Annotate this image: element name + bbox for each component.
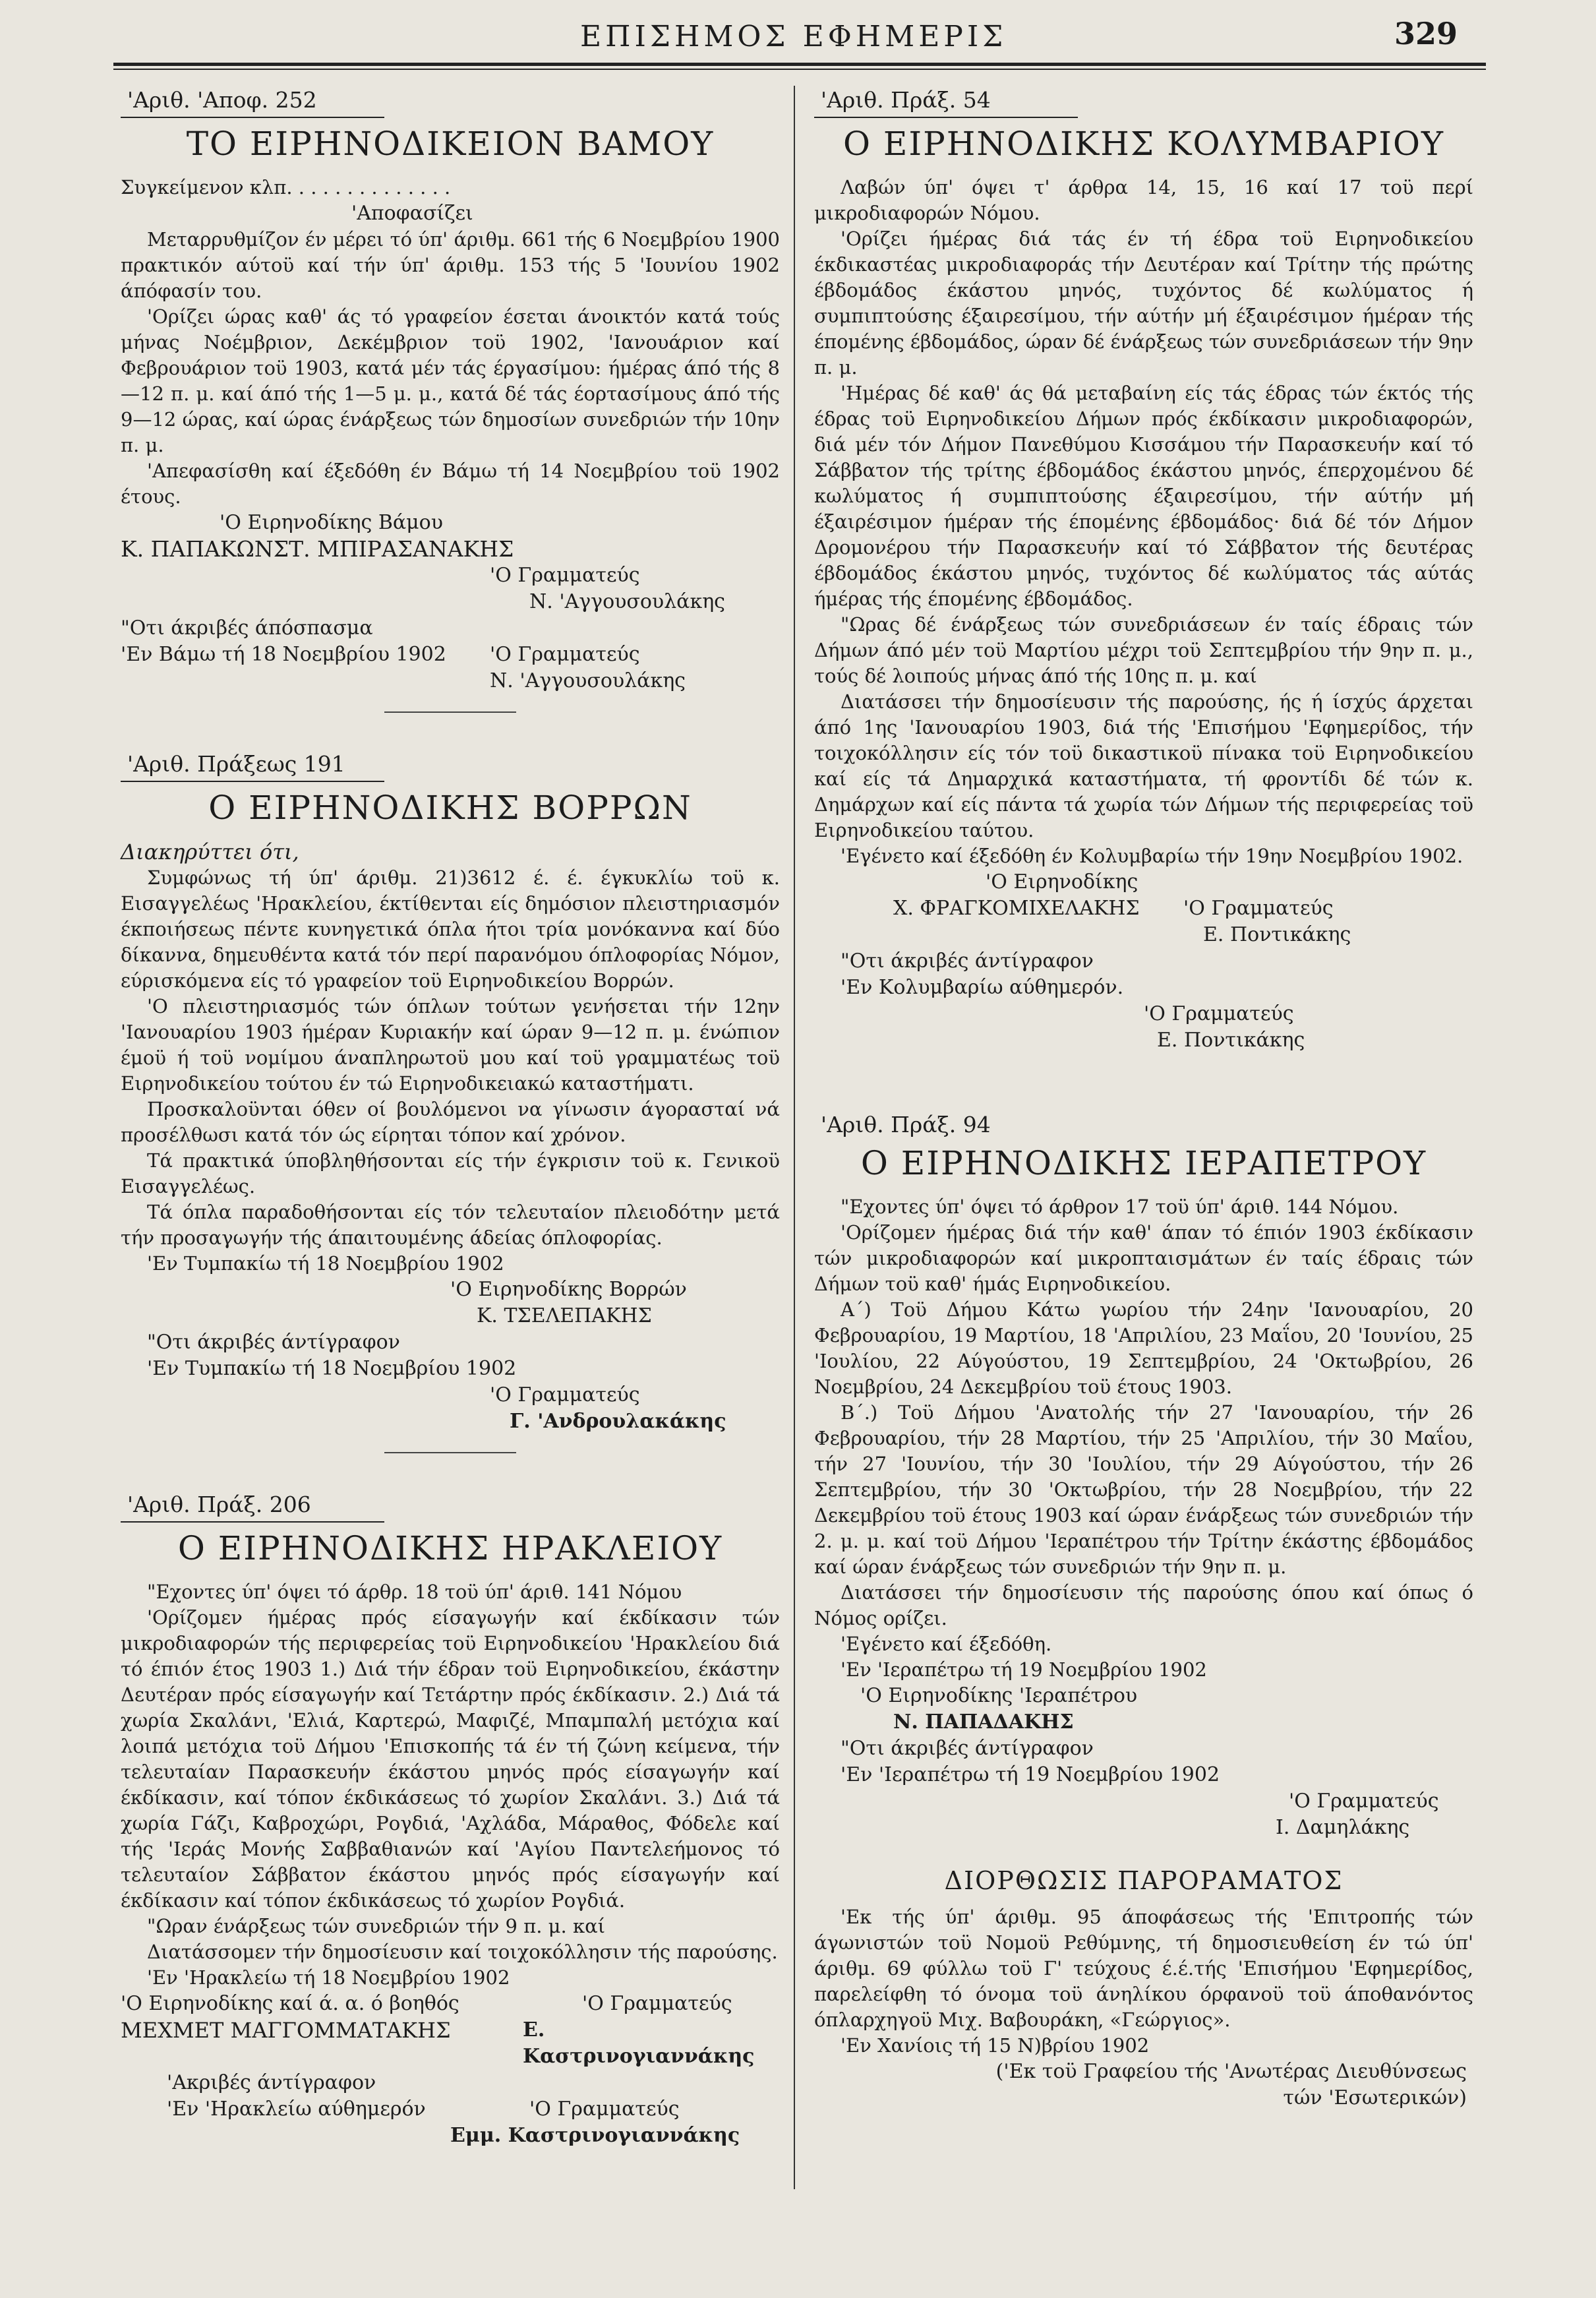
- place-date: 'Εν Χανίοις τή 15 Ν)βρίου 1902: [841, 2034, 1150, 2057]
- secretary-name: Ε. Ποντικάκης: [1203, 923, 1351, 946]
- notice-heading: ΤΟ ΕΙΡΗΝΟΔΙΚΕΙΟΝ ΒΑΜΟΥ: [186, 125, 715, 163]
- proclamation: Διακηρύττει ότι,: [121, 839, 299, 864]
- signatory-name: Κ. ΤΣΕΛΕΠΑΚΗΣ: [477, 1304, 652, 1327]
- secretary-name: Γ. 'Ανδρουλακάκης: [510, 1410, 726, 1433]
- signatory-title: 'Ο Ειρηνοδίκης Βάμου: [220, 511, 443, 534]
- ref-underline: [121, 1521, 384, 1523]
- ref-underline: [121, 781, 384, 782]
- place-date: 'Εγένετο καί έξεδόθη έν Κολυμβαρίω τήν 19ην Νοεμβρίου 1902.: [841, 845, 1463, 867]
- signatory-name: Χ. ΦΡΑΓΚΟΜΙΧΕΛΑΚΗΣ: [893, 897, 1140, 920]
- paragraph: 'Ορίζει ήμέρας διά τάς έν τή έδρα τοϋ Ειρηνοδικείου έκδικαστέας μικροδιαφοράς τήν Δευτέραν καί Τρίτην τής πρώτης έβδομάδος έκάστου μηνός, τυχόντος δέ κωλύματος ή συμπιπτούσης έξαιρεσίμου, τήν αύτήν μή έξαιρέσιμον ήμέραν τής έπομένης έβδομάδος, ώραν δέ ένάρξεως τών συνεδριάσεων τήν 9ην π. μ.: [814, 227, 1473, 378]
- paragraph: "Ωραν ένάρξεως τών συνεδριών τήν 9 π. μ. καί: [147, 1915, 606, 1937]
- notice-ref: 'Αριθ. Πράξεως 191: [127, 751, 345, 777]
- paragraph: Συγκείμενον κλπ. . . . . . . . . . . . . .: [121, 176, 451, 198]
- secretary-title: 'Ο Γραμματεύς: [490, 564, 640, 587]
- paragraph: 'Εγένετο καί έξεδόθη.: [841, 1633, 1052, 1655]
- notice-kolymvariou: [814, 87, 1473, 1073]
- secretary-name: Ν. 'Αγγουσουλάκης: [529, 590, 725, 613]
- notice-heading: Ο ΕΙΡΗΝΟΔΙΚΗΣ ΒΟΡΡΩΝ: [208, 789, 692, 827]
- signatory-title: 'Ο Ειρηνοδίκης: [986, 870, 1138, 893]
- paragraph: 'Ορίζομεν ήμέρας πρός είσαγωγήν καί έκδίκασιν τών μικροδιαφορών τής περιφερείας τοϋ Ειρηνοδικείου 'Ηρακλείου διά τό έπιόν έτος 1903 1.) Διά τήν έδραν τοϋ Ειρηνοδικείου, έκάστην Δευτέραν πρός είσαγωγήν καί Τετάρτην πρός έκδίκασιν. 2.) Διά τά χωρία Σκαλάνι, 'Ελιά, Καρτερώ, Μαφιζέ, Μπαμπαλή μετόχια καί λοιπά μετόχια τοϋ Δήμου 'Επισκοπής τά έν τή ζώνη κείμενα, τήν τελευταίαν Παρασκευήν έκάστου μηνός πρός είσαγωγήν καί έκδίκασιν, καί τόπον έκδικάσεως τό χωρίον Σκαλάνι. 3.) Διά τά χωρία Γάζι, Καβροχώρι, Ρογδιά, 'Αχλάδα, Μάραθος, Φόδελε καί τής 'Ιεράς Μονής Σαββαθιανών καί 'Αγίου Παντελεήμονος τό τελευταίον Σάββατον έκάστου μηνός πρός είσαγωγήν καί έκδίκασιν καί τόπον έκδικάσεως τό χωρίον Ρογδιά.: [121, 1606, 780, 1912]
- source-note: ('Εκ τοϋ Γραφείου τής 'Ανωτέρας Διευθύνσεως τών 'Εσωτερικών): [995, 2060, 1467, 2109]
- secretary-title: 'Ο Γραμματεύς: [1144, 1002, 1294, 1025]
- certification: "Οτι άκριβές άπόσπασμα: [121, 617, 373, 640]
- notice-vamou: [121, 87, 780, 713]
- paragraph: 'Ο πλειστηριασμός τών όπλων τούτων γενήσεται τήν 12ην 'Ιανουαρίου 1903 ήμέραν Κυριακήν καί ώραν 9—12 π. μ. ένώπιον έμοϋ ή τοϋ νομίμου άναπληρωτοϋ μου καί τοϋ γραμματέως τοϋ Ειρηνοδικείου τούτου έν τώ Ειρηνοδικειακώ καταστήματι.: [121, 995, 780, 1095]
- signatory-name: ΜΕΧΜΕΤ ΜΑΓΓΟΜΜΑΤΑΚΗΣ: [121, 2018, 451, 2043]
- paragraph: Διατάσσει τήν δημοσίευσιν τής παρούσης όπου καί όπως ό Νόμος ορίζει.: [814, 1581, 1473, 1629]
- header-rule-thin: [113, 69, 1486, 70]
- running-title: ΕΠΙΣΗΜΟΣ ΕΦΗΜΕΡΙΣ: [580, 20, 1007, 53]
- place-date: 'Εν Τυμπακίω τή 18 Νοεμβρίου 1902: [147, 1252, 504, 1275]
- place-date: 'Εν 'Ηρακλείω τή 18 Νοεμβρίου 1902: [147, 1966, 510, 1989]
- page-number: 329: [1394, 16, 1458, 51]
- secretary-name: Ν. 'Αγγουσουλάκης: [490, 669, 686, 692]
- paragraph: Β΄.) Τοϋ Δήμου 'Ανατολής τήν 27 'Ιανουαρίου, τήν 26 Φεβρουαρίου, τήν 28 Μαρτίου, τήν 25 'Απριλίου, τήν 30 Μαΐου, τήν 27 'Ιουνίου, τήν 30 'Ιουλίου, τήν 29 Αύγούστου, τήν 26 Σεπτεμβρίου, τήν 30 'Οκτωβρίου, τήν 28 Νοεμβρίου, τήν 22 Δεκεμβρίου τοϋ έτους 1903 καί ώραν ένάρξεως τών συνεδριών τήν 2. μ. μ. καί τοϋ Δήμου 'Ιεραπέτρου τήν Τρίτην έκάστης έβδομάδος καί ώραν ένάρξεως τών συνεδριών τήν 9ην π. μ.: [814, 1401, 1473, 1578]
- secretary-name: Εμμ. Καστρινογιαννάκης: [450, 2124, 740, 2147]
- paragraph: 'Ορίζει ώρας καθ' άς τό γραφείον έσεται άνοικτόν κατά τούς μήνας Νοέμβριον, Δεκέμβριον τοϋ 1902, 'Ιανουάριον καί Φεβρουάριον τοϋ 1903, κατά μέν τάς έργασίμου: ήμέρας άπό τής 8—12 π. μ. καί άπό τής 1—5 μ. μ., κατά δέ τάς έορτασίμους άπό τής 9—12 ώρας, καί ώρας ένάρξεως τών δημοσίων συνεδριών τήν 10ην π. μ.: [121, 305, 780, 456]
- notice-heading: Ο ΕΙΡΗΝΟΔΙΚΗΣ ΗΡΑΚΛΕΙΟΥ: [177, 1529, 723, 1567]
- notice-correction: [814, 1866, 1473, 2111]
- notice-vorron: [121, 751, 780, 1453]
- notice-heading: Ο ΕΙΡΗΝΟΔΙΚΗΣ ΚΟΛΥΜΒΑΡΙΟΥ: [842, 125, 1445, 163]
- separator: [384, 711, 516, 713]
- paragraph: "Εχοντες ύπ' όψει τό άρθρ. 18 τοϋ ύπ' άριθ. 141 Νόμου: [147, 1581, 682, 1603]
- paragraph: 'Απεφασίσθη καί έξεδόθη έν Βάμω τή 14 Νοεμβρίου τοϋ 1902 έτους.: [121, 460, 780, 508]
- place-date: 'Εν 'Ιεραπέτρω τή 19 Νοεμβρίου 1902: [841, 1658, 1207, 1681]
- ref-underline: [121, 117, 384, 118]
- paragraph: Προσκαλοϋνται όθεν οί βουλόμενοι να γίνωσιν άγορασταί νά προσέλθωσι κατά τόν ώς είρηται τόπον καί χρόνον.: [121, 1098, 780, 1146]
- paragraph: "Ωρας δέ ένάρξεως τών συνεδριάσεων έν ταίς έδραις τών Δήμων άπό μέν τοϋ Μαρτίου μέχρι τοϋ Σεπτεμβρίου τήν 9ην π. μ., τούς δέ λοιπούς μήνας άπό τής 10ης π. μ. καί: [814, 613, 1473, 687]
- place-date: 'Εν Κολυμβαρίω αύθημερόν.: [841, 976, 1124, 999]
- notice-ref: 'Αριθ. 'Αποφ. 252: [127, 87, 317, 113]
- signatory-title: 'Ο Ειρηνοδίκης 'Ιεραπέτρου: [860, 1684, 1138, 1707]
- signatory-name: Ν. ΠΑΠΑΔΑΚΗΣ: [893, 1710, 1074, 1734]
- notice-heading: Ο ΕΙΡΗΝΟΔΙΚΗΣ ΙΕΡΑΠΕΤΡΟΥ: [860, 1144, 1427, 1182]
- notice-ref: 'Αριθ. Πράξ. 206: [127, 1492, 311, 1517]
- secretary-name: Ε. Καστρινογιαννάκης: [523, 2018, 755, 2068]
- notice-heading: ΔΙΟΡΘΩΣΙΣ ΠΑΡΟΡΑΜΑΤΟΣ: [944, 1866, 1344, 1895]
- signatory-name: Κ. ΠΑΠΑΚΩΝΣΤ. ΜΠΙΡΑΣΑΝΑΚΗΣ: [121, 536, 514, 562]
- paragraph: Διατάσσομεν τήν δημοσίευσιν καί τοιχοκόλλησιν τής παρούσης.: [147, 1941, 778, 1963]
- secretary-name: Ι. Δαμηλάκης: [1276, 1816, 1410, 1839]
- secretary-title: 'Ο Γραμματεύς: [529, 2098, 680, 2121]
- notice-ref: 'Αριθ. Πράξ. 94: [821, 1112, 991, 1137]
- place-date: 'Εν 'Ηρακλείω αύθημερόν: [167, 2098, 426, 2121]
- separator: [384, 1452, 516, 1453]
- decision-word: 'Αποφασίζει: [351, 202, 473, 225]
- header-rule: [113, 63, 1486, 66]
- signatory-title: 'Ο Ειρηνοδίκης καί ά. α. ό βοηθός: [121, 1992, 459, 2015]
- ref-underline: [814, 117, 1078, 118]
- secretary-title: 'Ο Γραμματεύς: [1183, 897, 1334, 920]
- paragraph: Μεταρρυθμίζον έν μέρει τό ύπ' άριθμ. 661 τής 6 Νοεμβρίου 1900 πρακτικόν αύτοϋ καί τήν ύπ' άριθμ. 153 τής 5 'Ιουνίου 1902 άπόφασίν του.: [121, 228, 780, 302]
- notice-ierapetrou: [814, 1112, 1473, 1841]
- paragraph: 'Ημέρας δέ καθ' άς θά μεταβαίνη είς τάς έδρας τών έκτός τής έδρας τοϋ Ειρηνοδικείου Δήμων πρός έκδίκασιν μικροδιαφορών, διά μέν τόν Δήμον Πανεθύμου Κισσάμου τήν Παρασκευήν καί τό Σάββατον τής τρίτης έβδομάδος έκάστου μηνός, έπερχομένου δέ κωλύματος ή συμπιπτούσης έξαιρεσίμου, τήν αύτήν μή έξαιρέσιμον ήμέραν τής έπομένης έβδομάδος· διά δέ τόν Δήμον Δρομονέρου τήν Παρασκευήν καί τό Σάββατον τής δευτέρας έβδομάδος έκάστου μηνός, τυχόντος δέ κωλύματος τάς αύτάς ήμέρας τής έπομένης έβδομάδος.: [814, 382, 1473, 610]
- notice-ref: 'Αριθ. Πράξ. 54: [821, 87, 991, 113]
- paragraph: 'Εκ τής ύπ' άριθμ. 95 άποφάσεως τής 'Επιτροπής τών άγωνιστών τοϋ Νομοϋ Ρεθύμνης, τή δημοσιευθείση έν τώ ύπ' άριθμ. 69 φύλλω τοϋ Γ' τεύχους έ.έ.τής 'Επισήμου 'Εφημερίδος, παρελείφθη τό όνομα τοϋ άνηλίκου όρφανοϋ τοϋ άποθανόντος όπλαρχηγοϋ Μιχ. Βαβουράκη, «Γεώργιος».: [814, 1906, 1473, 2031]
- certification: 'Ακριβές άντίγραφον: [167, 2071, 376, 2094]
- paragraph: Διατάσσει τήν δημοσίευσιν τής παρούσης, ής ή ίσχύς άρχεται άπό 1ης 'Ιανουαρίου 1903, διά τής 'Επισήμου 'Εφημερίδος, τήν τοιχοκόλλησιν είς τόν τοϋ δικαστικοϋ πίνακα τοϋ Ειρηνοδικείου καί είς τά Δημαρχικά καταστήματα, τή φροντίδι δέ τών κ. Δημάρχων καί είς πάντα τά χωρία τών Δήμων τής περιφερείας τοϋ Ειρηνοδικείου ταύτου.: [814, 690, 1473, 841]
- paragraph: Συμφώνως τή ύπ' άριθμ. 21)3612 έ. έ. έγκυκλίω τοϋ κ. Εισαγγελέως 'Ηρακλείου, έκτίθενται είς δημόσιον πλειστηριασμόν έκποιήσεως πέντε κυνηγετικά όπλα ήτοι τρία μονόκαννα καί δύο δίκαννα, δημευθέντα κατά τόν περί παρανόμου όπλοφορίας Νόμον, εύρισκόμενα είς τό γραφείον τοϋ Ειρηνοδικείου Βορρών.: [121, 866, 780, 992]
- secretary-title: 'Ο Γραμματεύς: [582, 1992, 732, 2015]
- notice-irakleiou: [121, 1492, 780, 2149]
- paragraph: Α΄) Τοϋ Δήμου Κάτω γωρίου τήν 24ην 'Ιανουαρίου, 20 Φεβρουαρίου, 19 Μαρτίου, 18 'Απριλίου, 23 Μαΐου, 20 'Ιουνίου, 25 'Ιουλίου, 22 Αύγούστου, 19 Σεπτεμβρίου, 24 'Οκτωβρίου, 26 Νοεμβρίου, 24 Δεκεμβρίου τοϋ έτους 1903.: [814, 1298, 1473, 1398]
- paragraph: Τά όπλα παραδοθήσονται είς τόν τελευταίον πλειοδότην μετά τήν προσαγωγήν τής άπαιτουμένης άδείας όπλοφορίας.: [121, 1201, 780, 1249]
- certification: "Οτι άκριβές άντίγραφον: [841, 950, 1094, 973]
- secretary-title: 'Ο Γραμματεύς: [490, 643, 640, 666]
- place-date: 'Εν Τυμπακίω τή 18 Νοεμβρίου 1902: [147, 1357, 517, 1380]
- right-column: [814, 87, 1473, 2150]
- secretary-title: 'Ο Γραμματεύς: [1289, 1790, 1439, 1813]
- certification: "Οτι άκριβές άντίγραφον: [147, 1331, 400, 1354]
- column-divider: [794, 86, 795, 2189]
- certification: "Οτι άκριβές άντίγραφον: [841, 1737, 1094, 1760]
- paragraph: Λαβών ύπ' όψει τ' άρθρα 14, 15, 16 καί 17 τοϋ περί μικροδιαφορών Νόμου.: [814, 176, 1473, 224]
- paragraph: Τά πρακτικά ύποβληθήσονται είς τήν έγκρισιν τοϋ κ. Γενικοϋ Εισαγγελέως.: [121, 1149, 780, 1197]
- place-date: 'Εν Βάμω τή 18 Νοεμβρίου 1902: [121, 643, 446, 666]
- signatory-title: 'Ο Ειρηνοδίκης Βορρών: [450, 1278, 687, 1301]
- secretary-title: 'Ο Γραμματεύς: [490, 1383, 640, 1406]
- place-date: 'Εν 'Ιεραπέτρω τή 19 Νοεμβρίου 1902: [841, 1763, 1220, 1786]
- paragraph: "Εχοντες ύπ' όψει τό άρθρον 17 τοϋ ύπ' άριθ. 144 Νόμου.: [841, 1195, 1399, 1218]
- left-column: [121, 87, 780, 2187]
- spacer: [814, 1054, 1473, 1073]
- paragraph: 'Ορίζομεν ήμέρας διά τήν καθ' άπαν τό έπιόν 1903 έκδίκασιν τών μικροδιαφορών καί μικροπταισμάτων έν ταίς έδραις τών Δήμων τοϋ καθ' ήμάς Ειρηνοδικείου.: [814, 1221, 1473, 1295]
- secretary-name: Ε. Ποντικάκης: [1157, 1029, 1305, 1052]
